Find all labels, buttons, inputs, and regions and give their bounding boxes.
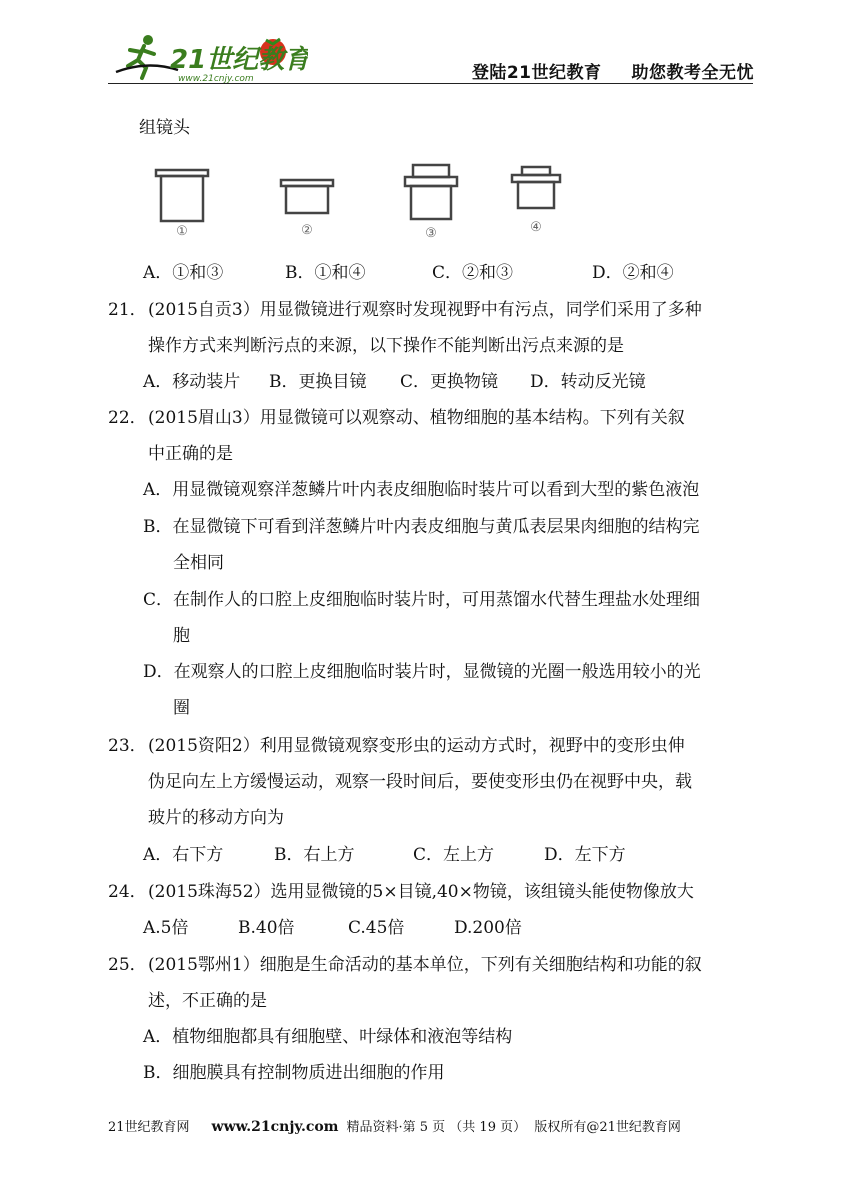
page-footer [108, 1116, 681, 1135]
footer-left: 21世纪教育网 [108, 1120, 190, 1135]
question-option: B．右上方 [274, 845, 355, 865]
question-option: D.200倍 [454, 918, 522, 938]
question-option: C．在制作人的口腔上皮细胞临时装片时，可用蒸馏水代替生理盐水处理细 [143, 590, 701, 610]
site-logo[interactable] [108, 30, 308, 85]
lens-figure-2 [279, 178, 335, 240]
question-number: 23． [108, 736, 147, 756]
question-option: B．在显微镜下可看到洋葱鳞片叶内表皮细胞与黄瓜表层果肉细胞的结构完 [143, 517, 700, 537]
slogan-right: 助您教考全无忧 [631, 63, 754, 83]
question-stem-line: 玻片的移动方向为 [148, 808, 284, 828]
q20-option-c: C．②和③ [432, 263, 514, 283]
footer-page-info: 精品资料·第 5 页 （共 19 页） [346, 1120, 527, 1135]
question-stem-line: 述，不正确的是 [148, 991, 267, 1011]
question-stem-line: (2015珠海52）选用显微镜的5×目镜,40×物镜，该组镜头能使物像放大 [148, 882, 694, 902]
q20-option-d: D．②和④ [592, 263, 674, 283]
question-stem-line: 操作方式来判断污点的来源，以下操作不能判断出污点来源的是 [148, 336, 624, 356]
question-option: D．转动反光镜 [530, 372, 646, 392]
header-slogan [472, 58, 754, 83]
question-option: C．更换物镜 [400, 372, 499, 392]
question-option: A．移动装片 [143, 372, 241, 392]
question-option: A.5倍 [143, 918, 189, 938]
question-number: 22． [108, 408, 147, 428]
question-option: C.45倍 [348, 918, 405, 938]
intro-line: 组镜头 [139, 118, 190, 138]
lens-figure-3 [403, 163, 459, 243]
lens-label-1: ① [176, 224, 188, 239]
question-number: 21． [108, 300, 147, 320]
question-stem-line: 伪足向左上方缓慢运动，观察一段时间后，要使变形虫仍在视野中央，载 [148, 772, 692, 792]
runner-icon [116, 35, 178, 78]
svg-text:21世纪教育: 21世纪教育 [170, 45, 308, 75]
question-option: D．在观察人的口腔上皮细胞临时装片时，显微镜的光圈一般选用较小的光 [143, 662, 701, 682]
question-stem-line: (2015资阳2）利用显微镜观察变形虫的运动方式时，视野中的变形虫伸 [148, 736, 685, 756]
question-option: B．细胞膜具有控制物质进出细胞的作用 [143, 1063, 445, 1083]
question-stem-line: (2015自贡3）用显微镜进行观察时发现视野中有污点，同学们采用了多种 [148, 300, 702, 320]
lens-label-4: ④ [530, 220, 542, 235]
question-option: A．植物细胞都具有细胞壁、叶绿体和液泡等结构 [143, 1027, 513, 1047]
question-option: A．用显微镜观察洋葱鳞片叶内表皮细胞临时装片可以看到大型的紫色液泡 [143, 480, 700, 500]
question-option-continuation: 胞 [173, 626, 190, 646]
question-option: A．右下方 [143, 845, 224, 865]
question-option: C．左上方 [413, 845, 495, 865]
question-option-continuation: 全相同 [173, 553, 224, 573]
question-stem-line: 中正确的是 [148, 444, 233, 464]
lens-label-2: ② [301, 223, 313, 238]
question-option-continuation: 圈 [173, 698, 190, 718]
question-option: B．更换目镜 [269, 372, 367, 392]
footer-url-link[interactable]: www.21cnjy.com [211, 1119, 339, 1135]
header-divider [108, 83, 753, 84]
question-option: B.40倍 [238, 918, 295, 938]
question-number: 24． [108, 882, 147, 902]
q20-option-b: B．①和④ [285, 263, 366, 283]
slogan-left: 登陆21世纪教育 [471, 63, 602, 83]
lens-figure-4 [508, 165, 564, 237]
question-number: 25． [108, 955, 147, 975]
footer-copyright: 版权所有@21世纪教育网 [534, 1120, 681, 1135]
lens-figure-1 [154, 168, 210, 240]
question-stem-line: (2015鄂州1）细胞是生命活动的基本单位，下列有关细胞结构和功能的叙 [148, 955, 702, 975]
lens-label-3: ③ [425, 226, 437, 241]
question-option: D．左下方 [544, 845, 626, 865]
svg-text:www.21cnjy.com: www.21cnjy.com [178, 74, 254, 84]
question-stem-line: (2015眉山3）用显微镜可以观察动、植物细胞的基本结构。下列有关叙 [148, 408, 685, 428]
q20-option-a: A．①和③ [143, 263, 224, 283]
